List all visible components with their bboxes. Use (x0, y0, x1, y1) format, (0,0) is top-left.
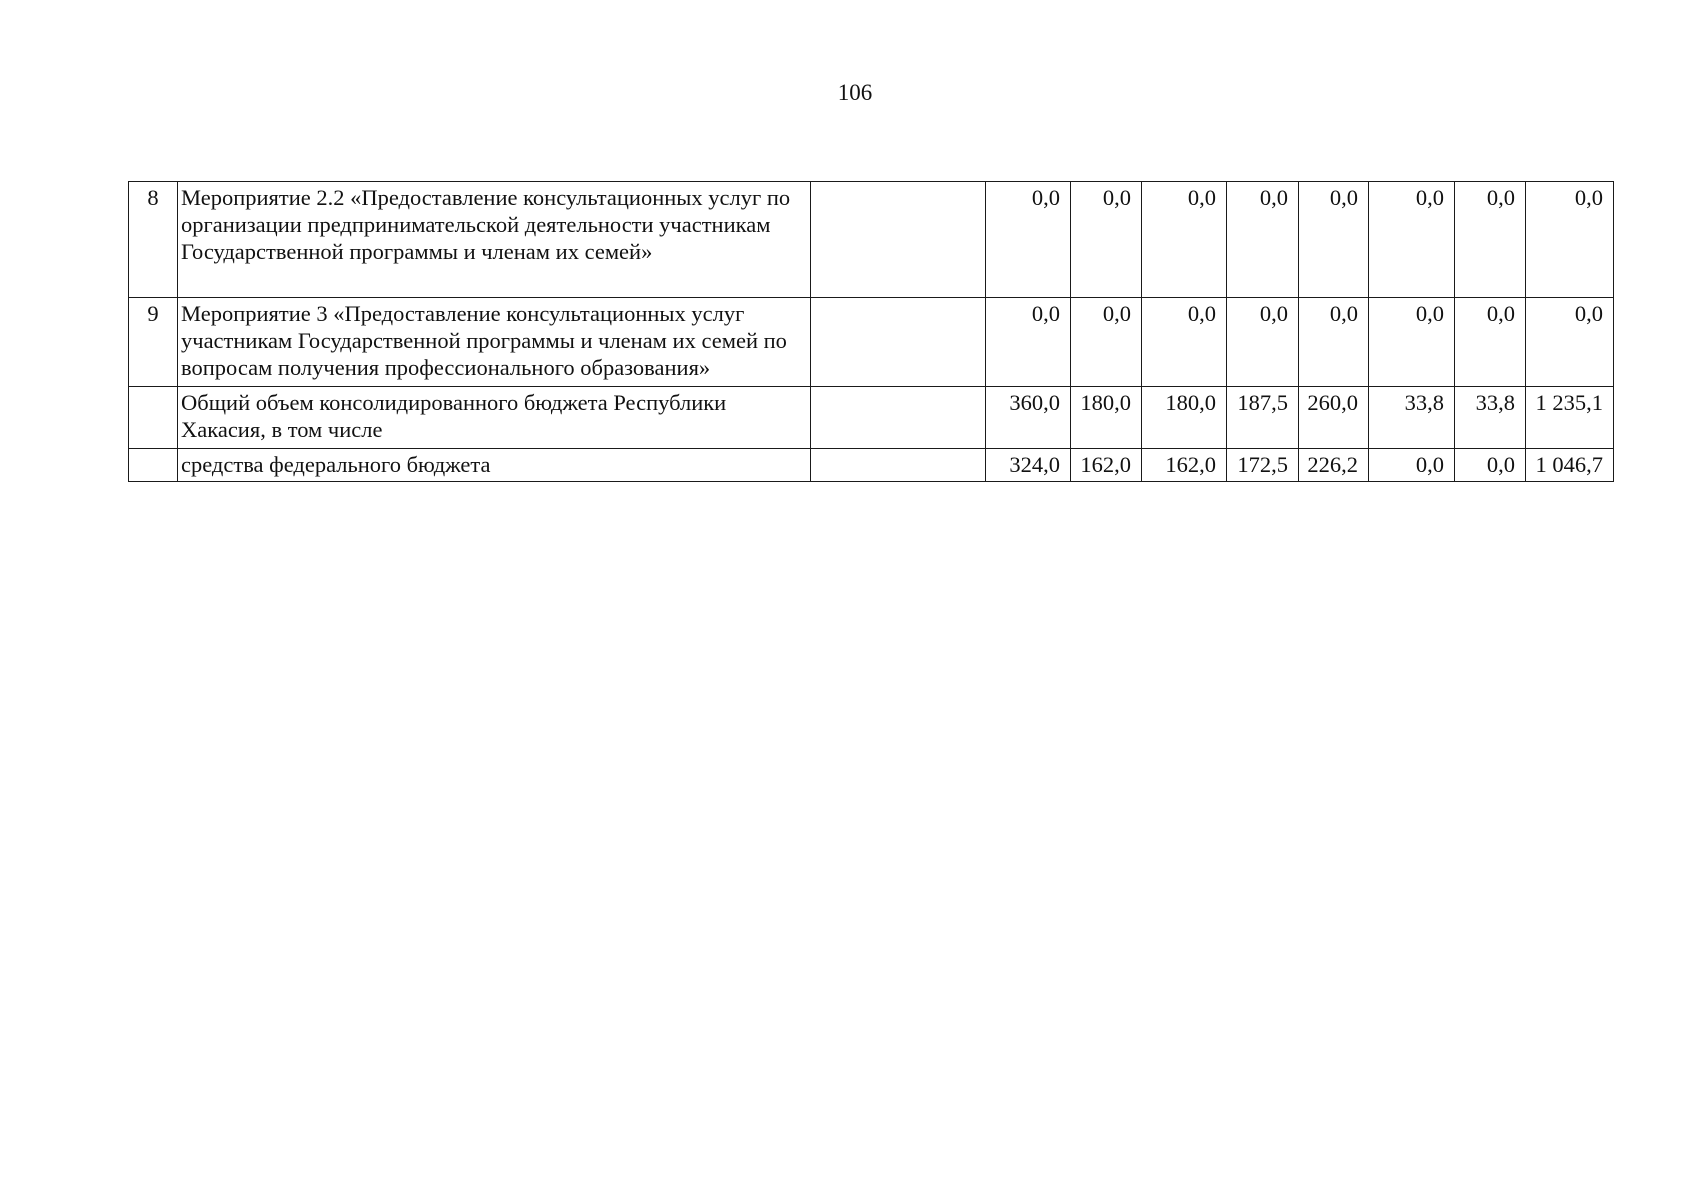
value-cell: 0,0 (1455, 182, 1526, 298)
value-cell: 162,0 (1071, 449, 1142, 482)
value-cell: 162,0 (1142, 449, 1227, 482)
value-cell: 33,8 (1369, 387, 1455, 449)
value-cell: 1 235,1 (1526, 387, 1614, 449)
budget-table (128, 181, 1614, 482)
value-cell: 0,0 (1227, 298, 1299, 387)
value-cell: 0,0 (1369, 449, 1455, 482)
value-cell: 0,0 (1369, 298, 1455, 387)
value-cell: 226,2 (1299, 449, 1369, 482)
value-cell: 0,0 (1369, 182, 1455, 298)
row-extra (811, 387, 986, 449)
row-name: средства федерального бюджета (178, 449, 811, 482)
value-cell: 33,8 (1455, 387, 1526, 449)
value-cell: 172,5 (1227, 449, 1299, 482)
value-cell: 0,0 (986, 182, 1071, 298)
row-number: 9 (129, 298, 178, 387)
row-name: Общий объем консолидированного бюджета Республики Хакасия, в том числе (178, 387, 811, 449)
row-extra (811, 298, 986, 387)
row-extra (811, 449, 986, 482)
value-cell: 0,0 (1071, 182, 1142, 298)
row-number (129, 387, 178, 449)
value-cell: 0,0 (1526, 298, 1614, 387)
table-row (129, 298, 1614, 387)
value-cell: 187,5 (1227, 387, 1299, 449)
value-cell: 0,0 (1071, 298, 1142, 387)
value-cell: 0,0 (1299, 182, 1369, 298)
value-cell: 360,0 (986, 387, 1071, 449)
value-cell: 260,0 (1299, 387, 1369, 449)
value-cell: 180,0 (1142, 387, 1227, 449)
value-cell: 1 046,7 (1526, 449, 1614, 482)
page-number: 106 (837, 80, 873, 105)
value-cell: 0,0 (986, 298, 1071, 387)
row-name: Мероприятие 3 «Предоставление консультационных услуг участникам Государственной программы и членам их семей по вопросам получения профессионального образования» (178, 298, 811, 387)
value-cell: 0,0 (1299, 298, 1369, 387)
value-cell: 0,0 (1142, 182, 1227, 298)
row-number (129, 449, 178, 482)
value-cell: 0,0 (1142, 298, 1227, 387)
row-number: 8 (129, 182, 178, 298)
value-cell: 324,0 (986, 449, 1071, 482)
row-name: Мероприятие 2.2 «Предоставление консультационных услуг по организации предпринимательской деятельности участникам Государственной программы и членам их семей» (178, 182, 811, 298)
table-row (129, 387, 1614, 449)
table-row (129, 182, 1614, 298)
row-extra (811, 182, 986, 298)
value-cell: 0,0 (1227, 182, 1299, 298)
table-row (129, 449, 1614, 482)
value-cell: 180,0 (1071, 387, 1142, 449)
value-cell: 0,0 (1455, 298, 1526, 387)
value-cell: 0,0 (1455, 449, 1526, 482)
value-cell: 0,0 (1526, 182, 1614, 298)
